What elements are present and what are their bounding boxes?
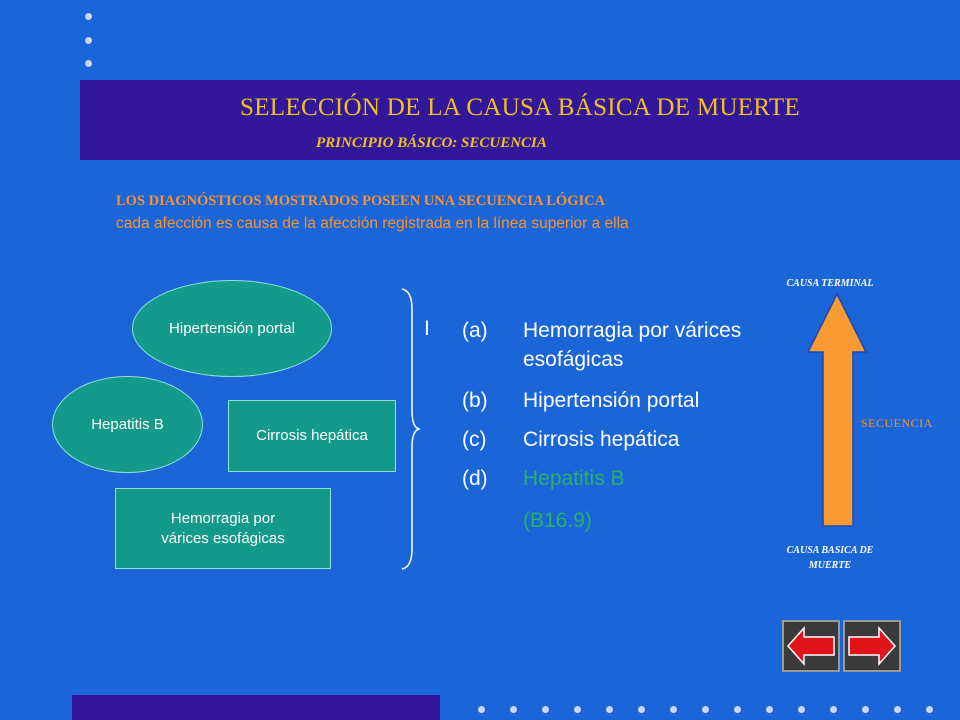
sequence-letter-c: (c) [462, 428, 487, 451]
sequence-text-c: Cirrosis hepática [523, 428, 680, 451]
sequence-text-d: Hepatitis B [523, 467, 625, 490]
sequence-text-b: Hipertensión portal [523, 389, 700, 412]
arrow-left-icon [784, 622, 838, 670]
box-hemorragia [115, 488, 331, 569]
sequence-letter-a: (a) [462, 319, 488, 342]
decor-dot [85, 37, 92, 44]
sequence-text-a: Hemorragia por várices [523, 319, 742, 342]
arrow-side-label: SECUENCIA [861, 416, 933, 430]
decor-dot [85, 60, 92, 67]
curly-brace [398, 287, 420, 571]
intro-text: cada afección es causa de la afección registrada en la línea superior a ella [116, 215, 629, 232]
sequence-letter-d: (d) [462, 467, 488, 490]
sequence-arrow-icon [806, 292, 868, 528]
ellipse-hipertension [132, 280, 332, 377]
next-slide-button[interactable] [843, 620, 901, 672]
sequence-text-a-cont: esofágicas [523, 348, 624, 371]
prev-slide-button[interactable] [782, 620, 840, 672]
intro-heading: LOS DIAGNÓSTICOS MOSTRADOS POSEEN UNA SECUENCIA LÓGICA [116, 193, 606, 209]
sequence-part-numeral: I [424, 317, 430, 340]
page-subtitle: PRINCIPIO BÁSICO: SECUENCIA [316, 135, 547, 151]
box-cirrosis-label: Cirrosis hepática [256, 427, 368, 444]
decor-dot [85, 13, 92, 20]
sequence-code-d: (B16.9) [523, 509, 592, 532]
ellipse-hipertension-label: Hipertensión portal [169, 319, 295, 337]
box-cirrosis [228, 400, 396, 472]
ellipse-hepatitis [52, 376, 203, 473]
ellipse-hepatitis-label: Hepatitis B [91, 415, 164, 433]
box-hemorragia-label: Hemorragia por várices esofágicas [161, 509, 285, 547]
page-title: SELECCIÓN DE LA CAUSA BÁSICA DE MUERTE [240, 94, 800, 121]
arrow-right-icon [845, 622, 899, 670]
title-bar [80, 80, 960, 160]
sequence-letter-b: (b) [462, 389, 488, 412]
arrow-top-label: CAUSA TERMINAL [786, 278, 874, 289]
arrow-bottom-label: CAUSA BASICA DE MUERTE [786, 545, 874, 571]
footer-bar [72, 695, 440, 720]
